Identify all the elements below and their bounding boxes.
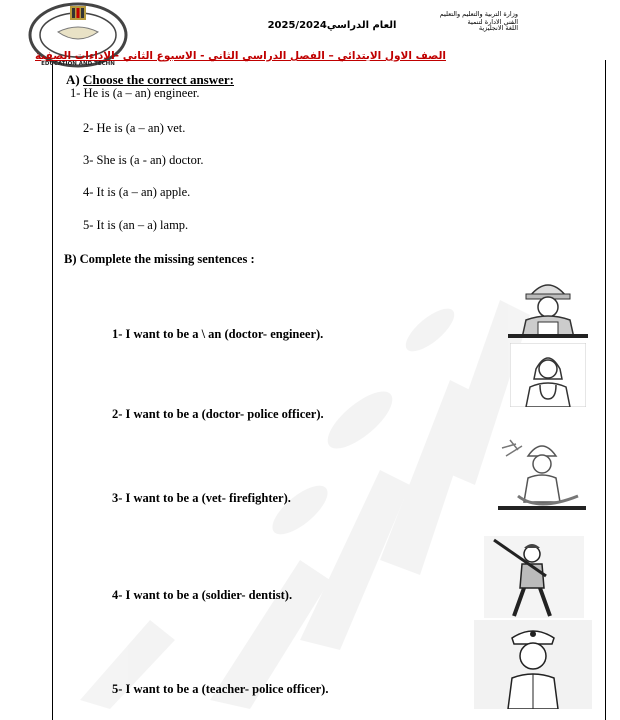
doctor-picture-icon bbox=[510, 343, 586, 407]
soldier-picture-icon bbox=[484, 536, 584, 618]
subject-name: اللغة الانجليزية bbox=[478, 24, 518, 32]
question-4: 4- It is (a – an) apple. bbox=[83, 185, 191, 199]
police-officer-picture-icon bbox=[474, 620, 592, 709]
question-5: 5- It is (an – a) lamp. bbox=[83, 218, 189, 232]
sentence-1: 1- I want to be a \ an (doctor- engineer). bbox=[112, 327, 324, 341]
academic-year: العام الدراسي2025/2024 bbox=[267, 20, 397, 31]
question-1: 1- He is (a – an) engineer. bbox=[70, 86, 200, 100]
sentence-4: 4- I want to be a (soldier- dentist). bbox=[112, 588, 293, 602]
firefighter-picture-icon bbox=[498, 426, 586, 510]
sentence-3: 3- I want to be a (vet- firefighter). bbox=[112, 491, 291, 505]
ministry-name: وزارة التربية والتعليم والتعليم الفني الادارة لتنمية bbox=[439, 10, 518, 27]
engineer-picture-icon bbox=[508, 272, 588, 338]
svg-text:EDUCATION AND TECHN: EDUCATION AND TECHN bbox=[41, 61, 115, 67]
worksheet-title: الصف الاول الابتدائي – الفصل الدراسي الثاني - الاسبوع الثاني -الاداءات الصفية bbox=[35, 50, 446, 62]
section-a-label: A) bbox=[66, 72, 80, 87]
section-a-title: Choose the correct answer: bbox=[82, 72, 234, 87]
question-3: 3- She is (a - an) doctor. bbox=[83, 153, 204, 167]
question-2: 2- He is (a – an) vet. bbox=[83, 121, 186, 135]
sentence-5: 5- I want to be a (teacher- police officer). bbox=[112, 682, 329, 696]
sentence-2: 2- I want to be a (doctor- police officer). bbox=[112, 407, 324, 421]
section-b-heading: B) Complete the missing sentences : bbox=[64, 252, 255, 266]
